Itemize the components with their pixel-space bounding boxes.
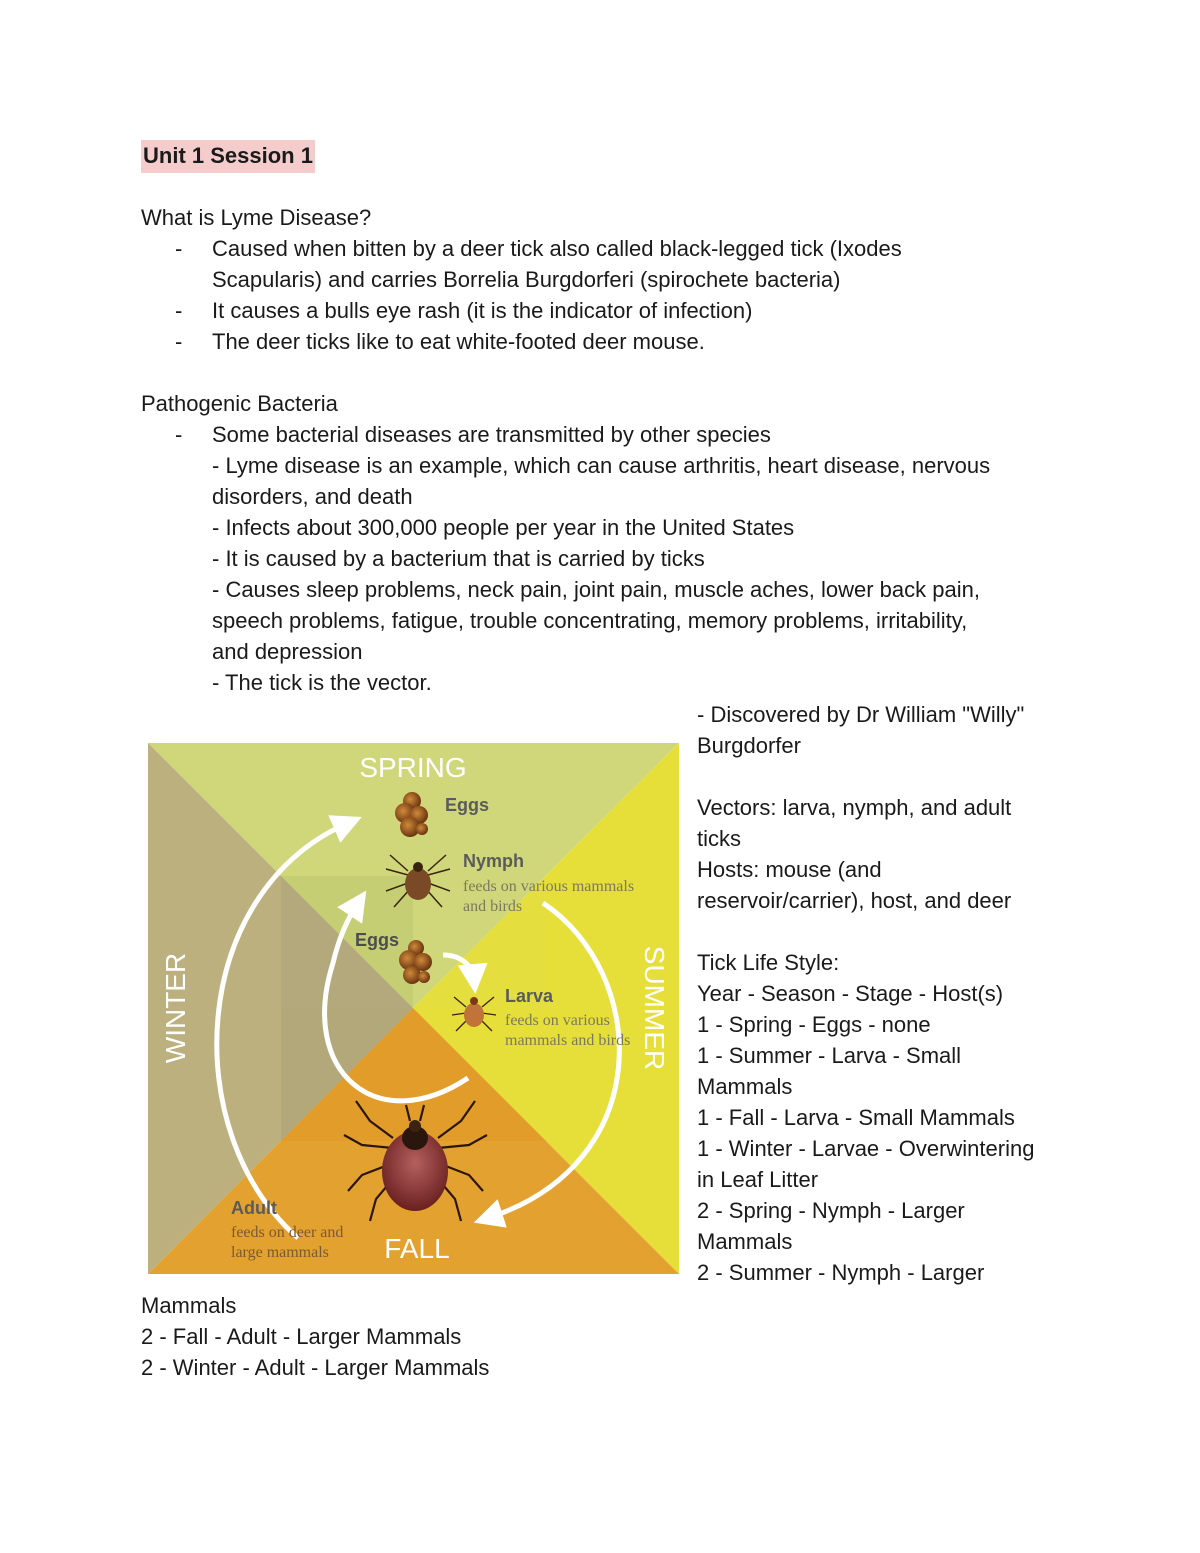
tick-life-cycle-diagram	[148, 743, 679, 1274]
pathogenic-bullet-1: Some bacterial diseases are transmitted by other species	[212, 422, 771, 447]
right-line: 1 - Summer - Larva - Small	[697, 1043, 962, 1068]
pathogenic-sub-1-line-1: - Lyme disease is an example, which can cause arthritis, heart disease, nervous	[212, 453, 991, 478]
right-line: ticks	[697, 826, 741, 851]
right-line: Burgdorfer	[697, 733, 801, 758]
bullet-dash: -	[175, 422, 183, 447]
larva-desc-line-1: feeds on various	[505, 1012, 610, 1029]
right-line: reservoir/carrier), host, and deer	[697, 888, 1012, 913]
nymph-desc-line-1: feeds on various mammals	[463, 878, 635, 895]
larva-desc-line-2: mammals and birds	[505, 1032, 631, 1049]
adult-desc-line-2: large mammals	[231, 1244, 329, 1261]
right-line: 2 - Summer - Nymph - Larger	[697, 1260, 985, 1285]
right-line: Tick Life Style:	[697, 950, 840, 975]
bottom-line: 2 - Winter - Adult - Larger Mammals	[141, 1355, 490, 1380]
right-line	[697, 916, 1077, 947]
right-line: Year - Season - Stage - Host(s)	[697, 981, 1004, 1006]
eggs-middle-label: Eggs	[355, 930, 400, 950]
eggs-top-label: Eggs	[445, 795, 490, 815]
pathogenic-sub-4-line-1: - Causes sleep problems, neck pain, joint pain, muscle aches, lower back pain,	[212, 577, 980, 602]
right-line	[697, 761, 1077, 792]
bullet-dash: -	[175, 236, 183, 261]
bullet-dash: -	[175, 329, 183, 354]
right-line: in Leaf Litter	[697, 1167, 819, 1192]
pathogenic-heading: Pathogenic Bacteria	[141, 391, 338, 416]
fall-label: FALL	[384, 1233, 450, 1264]
right-line: 1 - Fall - Larva - Small Mammals	[697, 1105, 1015, 1130]
right-line: Hosts: mouse (and	[697, 857, 882, 882]
right-line: 2 - Spring - Nymph - Larger	[697, 1198, 965, 1223]
right-line: Mammals	[697, 1229, 793, 1254]
pathogenic-sub-3: - It is caused by a bacterium that is carried by ticks	[212, 546, 705, 571]
larva-label: Larva	[505, 986, 554, 1006]
right-line: 1 - Winter - Larvae - Overwintering	[697, 1136, 1035, 1161]
right-column	[697, 699, 1077, 1288]
adult-desc-line-1: feeds on deer and	[231, 1224, 344, 1241]
lyme-bullet-2: It causes a bulls eye rash (it is the indicator of infection)	[212, 298, 753, 323]
lyme-bullet-1-line-2: Scapularis) and carries Borrelia Burgdorferi (spirochete bacteria)	[212, 267, 841, 292]
lyme-bullet-1-line-1: Caused when bitten by a deer tick also called black-legged tick (Ixodes	[212, 236, 902, 261]
bottom-line: Mammals	[141, 1293, 237, 1318]
nymph-desc-line-2: and birds	[463, 898, 523, 915]
pathogenic-sub-5: - The tick is the vector.	[212, 670, 432, 695]
bullet-dash: -	[175, 298, 183, 323]
nymph-label: Nymph	[463, 851, 525, 871]
right-line: Mammals	[697, 1074, 793, 1099]
summer-label: SUMMER	[639, 945, 670, 1071]
lyme-bullet-3: The deer ticks like to eat white-footed deer mouse.	[212, 329, 705, 354]
pathogenic-sub-1-line-2: disorders, and death	[212, 484, 413, 509]
pathogenic-sub-4-line-2: speech problems, fatigue, trouble concentrating, memory problems, irritability,	[212, 608, 968, 633]
bottom-line: 2 - Fall - Adult - Larger Mammals	[141, 1324, 462, 1349]
right-line: Vectors: larva, nymph, and adult	[697, 795, 1012, 820]
spring-label: SPRING	[359, 752, 467, 783]
winter-label: WINTER	[160, 952, 191, 1064]
lyme-heading: What is Lyme Disease?	[141, 205, 372, 230]
pathogenic-sub-4-line-3: and depression	[212, 639, 363, 664]
right-line: - Discovered by Dr William "Willy"	[697, 702, 1025, 727]
right-line: 1 - Spring - Eggs - none	[697, 1012, 931, 1037]
page-title: Unit 1 Session 1	[141, 140, 315, 173]
adult-label: Adult	[231, 1198, 277, 1218]
pathogenic-sub-2: - Infects about 300,000 people per year in the United States	[212, 515, 795, 540]
